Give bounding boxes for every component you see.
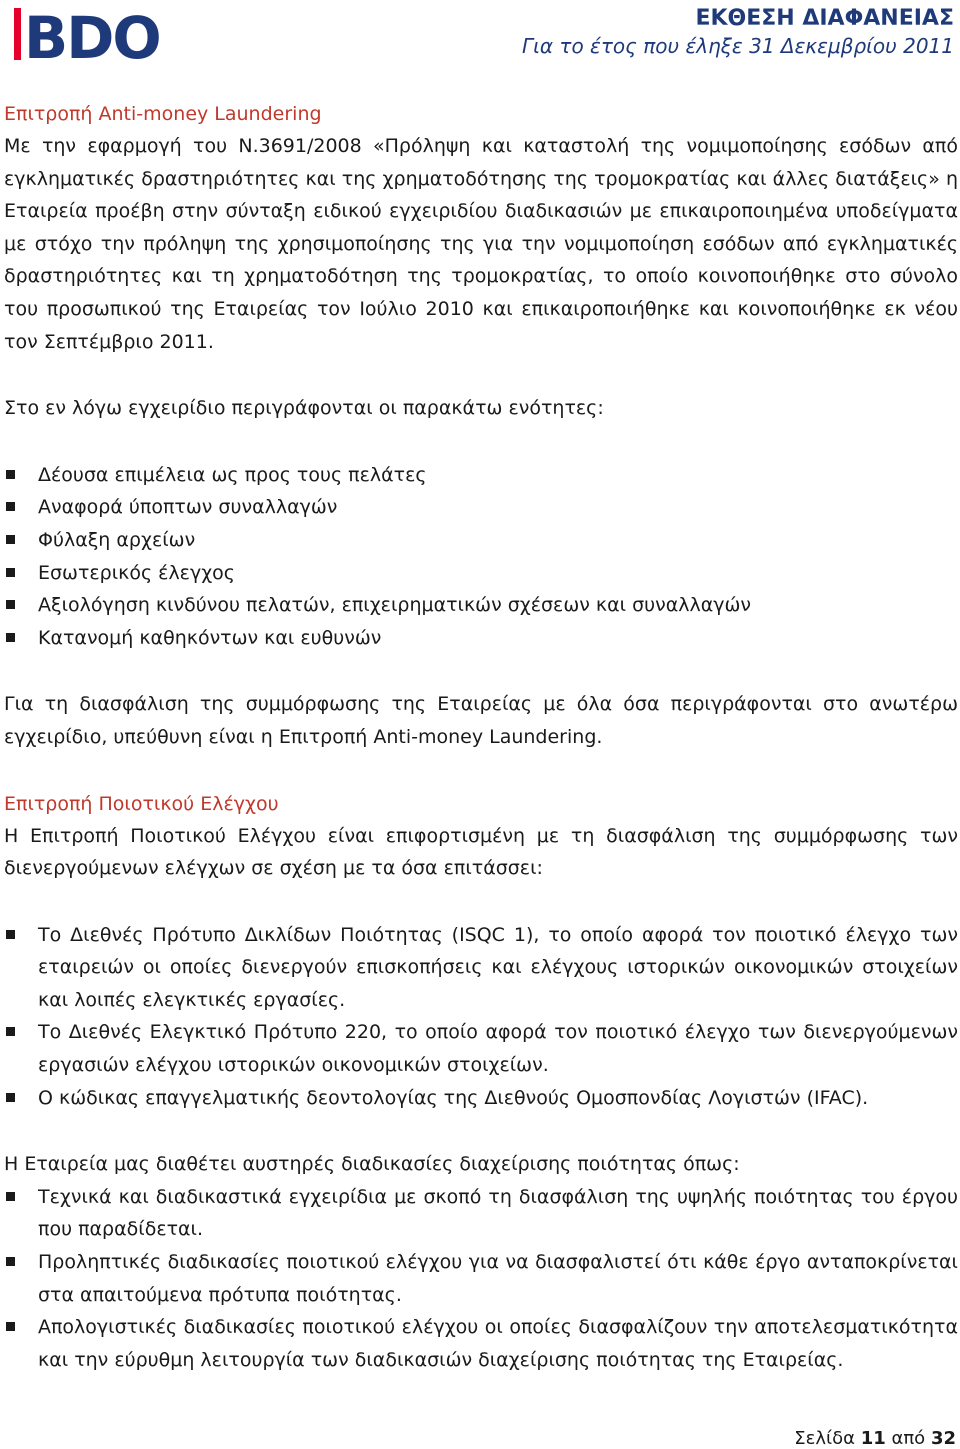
page-footer: [794, 1428, 956, 1449]
list-item: Δέουσα επιμέλεια ως προς τους πελάτες: [4, 459, 958, 492]
bullet-icon: [6, 930, 15, 939]
of-label: από: [891, 1428, 926, 1449]
list-item: Εσωτερικός έλεγχος: [4, 557, 958, 590]
bullet-icon: [6, 502, 15, 511]
bullet-icon: [6, 1192, 15, 1201]
bullet-icon: [6, 600, 15, 609]
bullet-icon: [6, 1093, 15, 1102]
page-label: Σελίδα: [794, 1428, 855, 1449]
report-title: ΕΚΘΕΣΗ ΔΙΑΦΑΝΕΙΑΣ: [695, 6, 954, 31]
svg-text:BDO: BDO: [24, 4, 160, 70]
document-body: [4, 98, 958, 1376]
report-subtitle: Για το έτος που έληξε 31 Δεκεμβρίου 2011: [521, 34, 954, 58]
paragraph-quality-intro: Η Εταιρεία μας διαθέτει αυστηρές διαδικασίες διαχείρισης ποιότητας όπως:: [4, 1153, 740, 1176]
list-item: Απολογιστικές διαδικασίες ποιοτικού ελέγχου οι οποίες διασφαλίζουν την αποτελεσματικότητα και την εύρυθμη λειτουργία των διαδικασιών διαχείρισης ποιότητας της Εταιρείας.: [4, 1311, 958, 1376]
bullet-icon: [6, 568, 15, 577]
paragraph-quality: Η Επιτροπή Ποιοτικού Ελέγχου είναι επιφορτισμένη με τη διασφάλιση της συμμόρφωσης των διενεργούμενων ελέγχων σε σχέση με τα όσα επιτάσσει:: [4, 824, 958, 880]
paragraph-aml-intro: Στο εν λόγω εγχειρίδιο περιγράφονται οι παρακάτω ενότητες:: [4, 397, 604, 420]
bullet-icon: [6, 535, 15, 544]
section-heading-aml: Επιτροπή Anti-money Laundering: [4, 103, 322, 125]
section-heading-quality: Επιτροπή Ποιοτικού Ελέγχου: [4, 792, 279, 815]
list-item: Το Διεθνές Ελεγκτικό Πρότυπο 220, το οποίο αφορά τον ποιοτικό έλεγχο των διενεργούμενων εργασιών ελέγχου ιστορικών οικονομικών στοιχείων.: [4, 1016, 958, 1081]
bullet-icon: [6, 470, 15, 479]
paragraph-aml: Με την εφαρμογή του Ν.3691/2008 «Πρόληψη και καταστολή της νομιμοποίησης εσόδων από εγκληματικές δραστηριότητες και της χρηματοδότησης της τρομοκρατίας και άλλες διατάξεις» η Εταιρεία προέβη στην σύνταξη ειδικού εγχειριδίου διαδικασιών με επικαιροποιημένα υποδείγματα με στόχο την πρόληψη της χρησιμοποίησης της για την νομιμοποίηση εσόδων από εγκληματικές δραστηριότητες και τη χρηματοδότηση της τρομοκρατίας, το οποίο κοινοποιήθηκε στο σύνολο του προσωπικού της Εταιρείας τον Ιούλιο 2010 και επικαιροποιήθηκε και κοινοποιήθηκε εκ νέου τον Σεπτέμβριο 2011.: [4, 135, 958, 353]
list-item: Το Διεθνές Πρότυπο Δικλίδων Ποιότητας (ISQC 1), το οποίο αφορά τον ποιοτικό έλεγχο των εταιρειών οι οποίες διενεργούν επισκοπήσεις και ελέγχους ιστορικών οικονομικών στοιχείων και λοιπές ελεγκτικές εργασίες.: [4, 919, 958, 1017]
quality-procedures-list: [4, 1181, 958, 1377]
list-item: Φύλαξη αρχείων: [4, 524, 958, 557]
list-item: Αναφορά ύποπτων συναλλαγών: [4, 491, 958, 524]
paragraph-aml-closing: Για τη διασφάλιση της συμμόρφωσης της Εταιρείας με όλα όσα περιγράφονται στο ανωτέρω εγχειρίδιο, υπεύθυνη είναι η Επιτροπή Anti-money Laundering.: [4, 693, 958, 748]
list-item: Τεχνικά και διαδικαστικά εγχειρίδια με σκοπό τη διασφάλιση της υψηλής ποιότητας του έργου που παραδίδεται.: [4, 1181, 958, 1246]
bullet-icon: [6, 1257, 15, 1266]
aml-topics-list: [4, 459, 958, 655]
quality-standards-list: [4, 919, 958, 1115]
list-item: Κατανομή καθηκόντων και ευθυνών: [4, 622, 958, 655]
page-header: [0, 0, 960, 80]
bullet-icon: [6, 1027, 15, 1036]
list-item: Ο κώδικας επαγγελματικής δεοντολογίας της Διεθνούς Ομοσπονδίας Λογιστών (IFAC).: [4, 1082, 958, 1115]
bdo-logo: [12, 4, 177, 70]
list-item: Αξιολόγηση κινδύνου πελατών, επιχειρηματικών σχέσεων και συναλλαγών: [4, 589, 958, 622]
bullet-icon: [6, 1322, 15, 1331]
page-number: 11: [860, 1428, 886, 1449]
total-pages: 32: [930, 1428, 956, 1449]
list-item: Προληπτικές διαδικασίες ποιοτικού ελέγχου για να διασφαλιστεί ότι κάθε έργο ανταποκρίνεται στα απαιτούμενα πρότυπα ποιότητας.: [4, 1246, 958, 1311]
bullet-icon: [6, 633, 15, 642]
